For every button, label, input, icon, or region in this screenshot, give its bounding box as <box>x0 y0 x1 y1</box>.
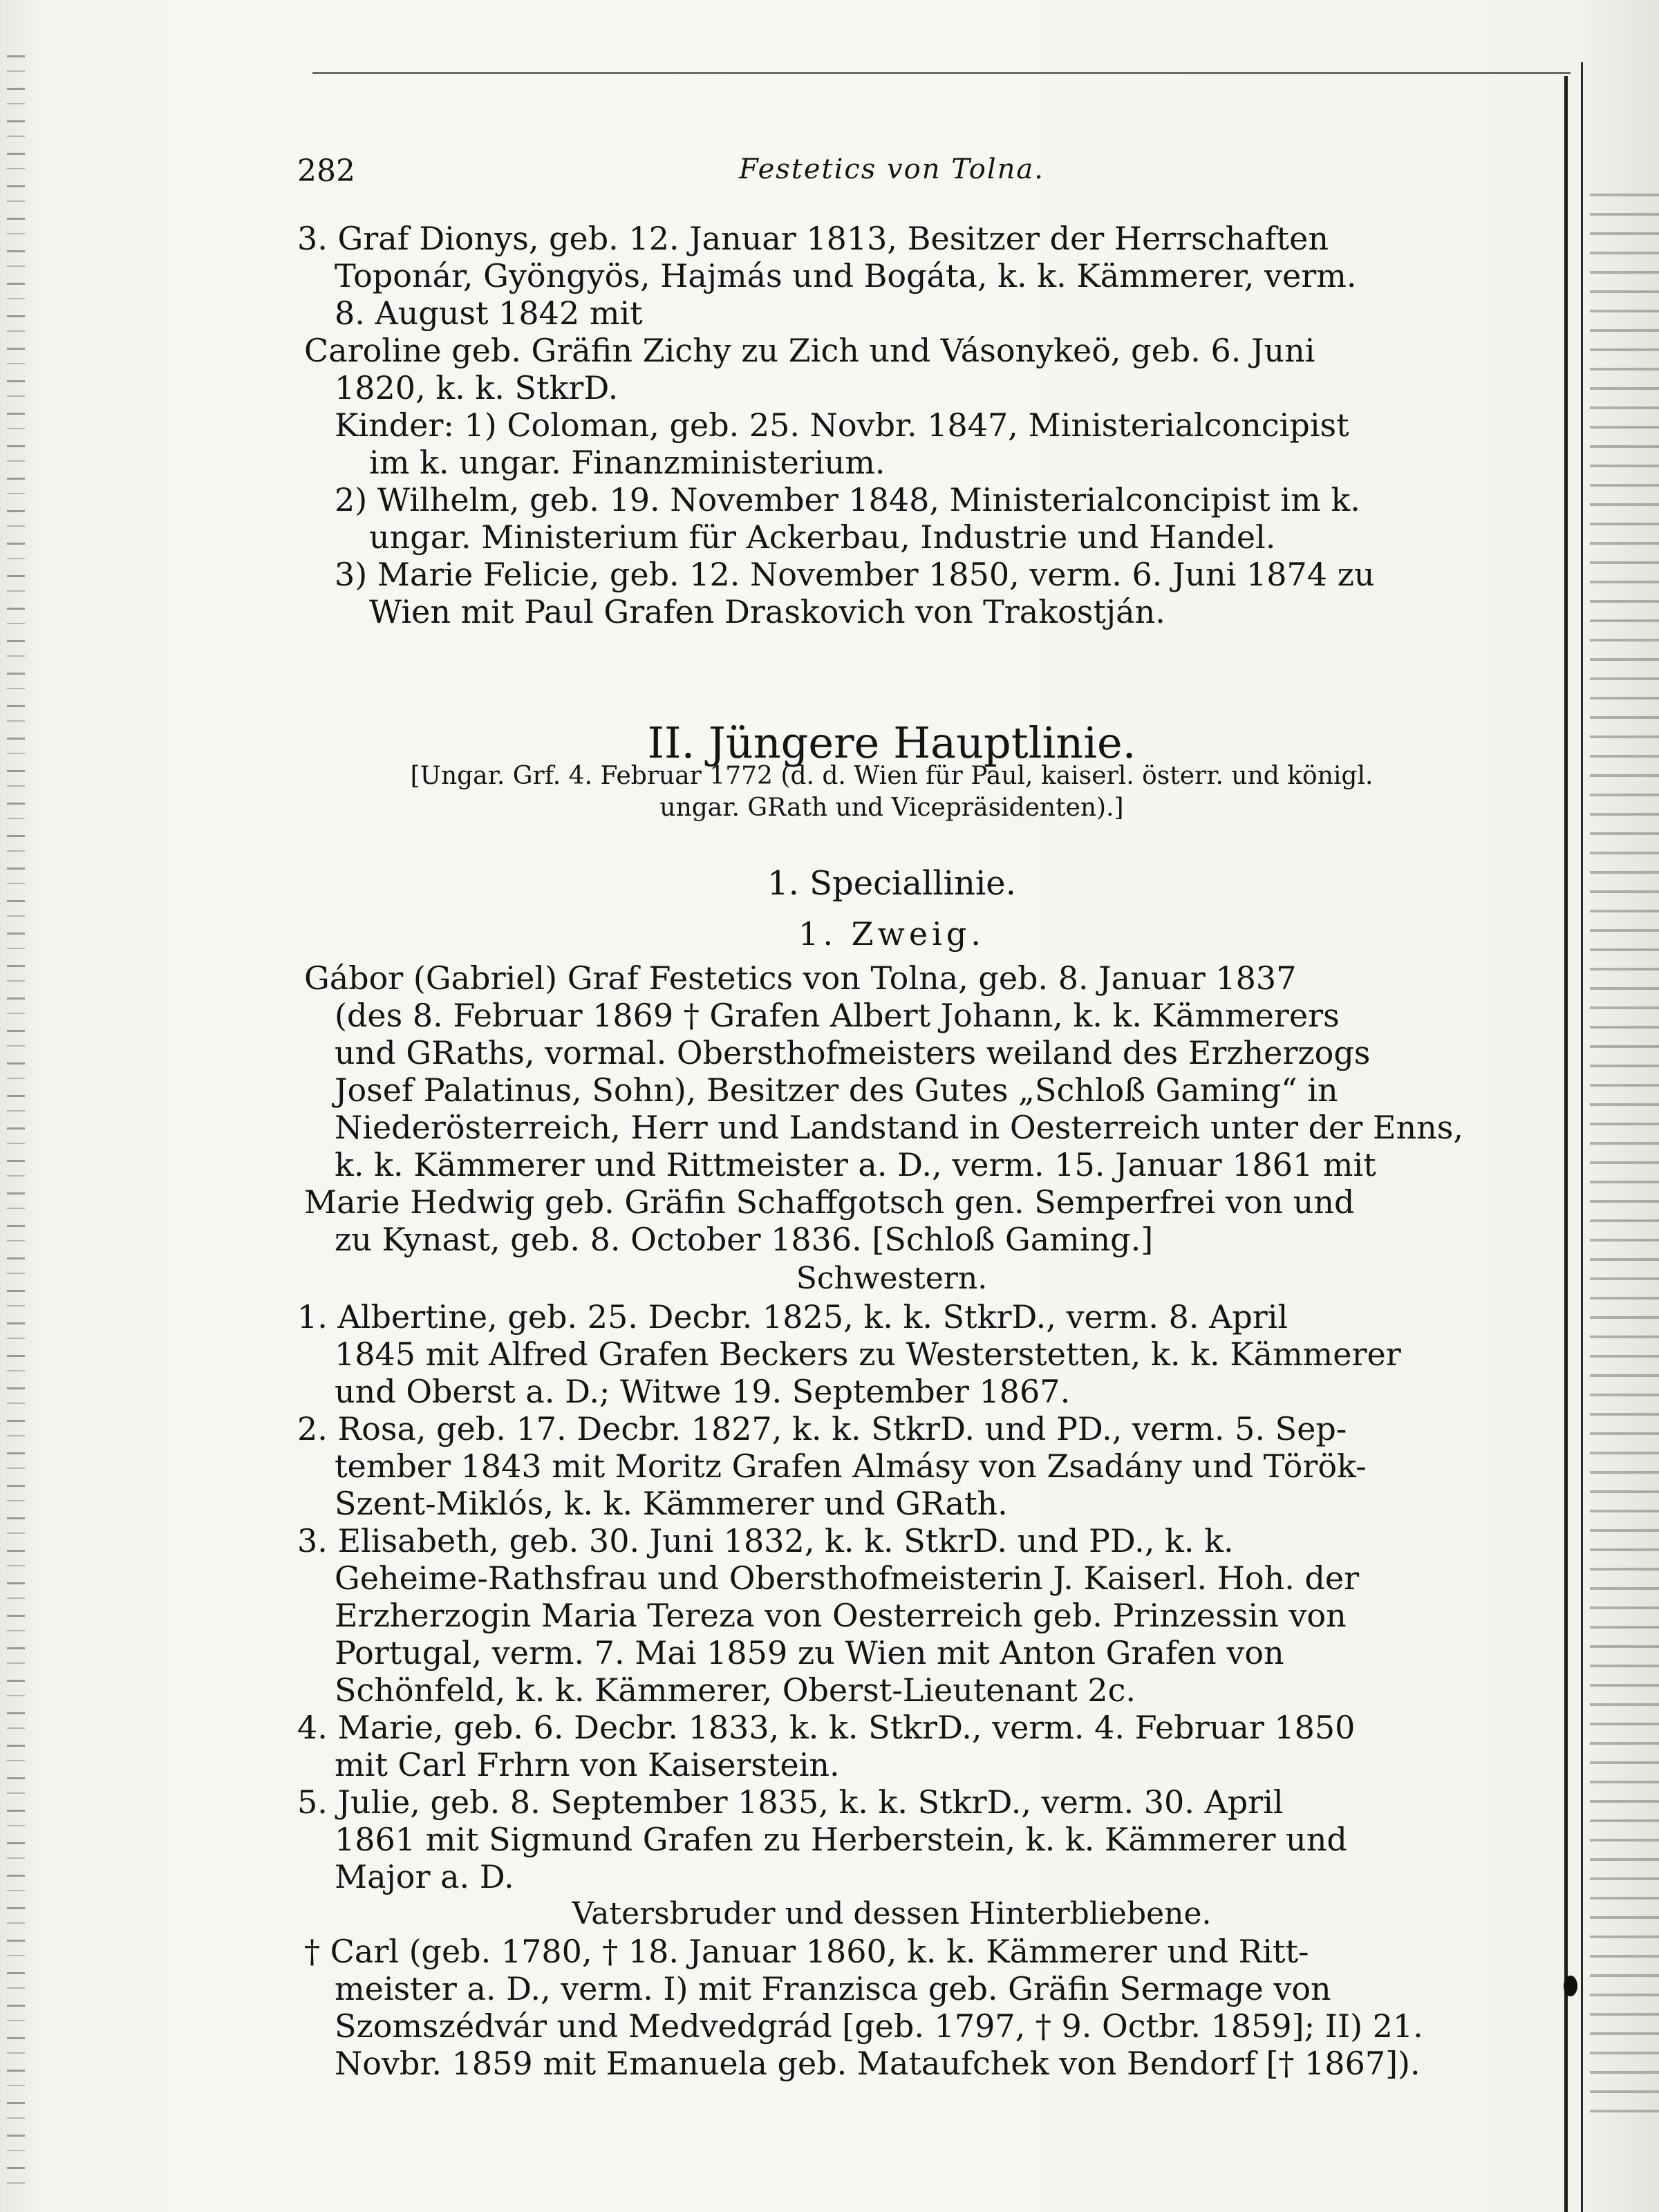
section-note-line: [Ungar. Grf. 4. Februar 1772 (d. d. Wien für Paul, kaiserl. österr. und königl. <box>410 762 1374 790</box>
text-line: Gábor (Gabriel) Graf Festetics von Tolna, geb. 8. Januar 1837 <box>304 959 1297 997</box>
text-line: (des 8. Februar 1869 † Grafen Albert Johann, k. k. Kämmerers <box>335 997 1340 1034</box>
text-line: tember 1843 mit Moritz Grafen Almásy von Zsadány und Török- <box>335 1447 1367 1485</box>
text-line: 3) Marie Felicie, geb. 12. November 1850, verm. 6. Juni 1874 zu <box>335 556 1375 593</box>
text-line: Caroline geb. Gräfin Zichy zu Zich und Vásonykeö, geb. 6. Juni <box>304 332 1315 369</box>
text-line: Major a. D. <box>335 1858 514 1895</box>
section-note-line: ungar. GRath und Vicepräsidenten).] <box>659 794 1124 822</box>
text-line: Schönfeld, k. k. Kämmerer, Oberst-Lieutenant 2c. <box>335 1671 1136 1709</box>
text-line: 5. Julie, geb. 8. September 1835, k. k. StkrD., verm. 30. April <box>297 1783 1284 1821</box>
text-line: k. k. Kämmerer und Rittmeister a. D., verm. 15. Januar 1861 mit <box>335 1146 1376 1183</box>
top-rule <box>312 72 1571 74</box>
text-line: Geheime-Rathsfrau und Obersthofmeisterin J. Kaiserl. Hoh. der <box>335 1559 1360 1597</box>
text-line: mit Carl Frhrn von Kaiserstein. <box>335 1746 840 1783</box>
sisters-heading: Schwestern. <box>796 1261 988 1296</box>
running-head: Festetics von Tolna. <box>739 153 1044 185</box>
facing-page-bleed <box>1590 194 1659 2129</box>
text-line: meister a. D., verm. I) mit Franzisca geb. Gräfin Sermage von <box>335 1970 1331 2007</box>
entry-dionys <box>297 220 1486 630</box>
page-header <box>297 153 1486 195</box>
text-line: Wien mit Paul Grafen Draskovich von Trakostján. <box>369 593 1165 630</box>
page-number: 282 <box>297 153 355 189</box>
text-line: Novbr. 1859 mit Emanuela geb. Mataufchek von Bendorf [† 1867]). <box>335 2045 1421 2082</box>
text-line: zu Kynast, geb. 8. October 1836. [Schloß Gaming.] <box>335 1221 1154 1258</box>
ink-blot <box>1564 1976 1577 1996</box>
entry-carl <box>297 1933 1486 2082</box>
entry-sisters <box>297 1298 1486 1895</box>
section-note <box>297 760 1486 824</box>
text-line: Portugal, verm. 7. Mai 1859 zu Wien mit Anton Grafen von <box>335 1634 1284 1671</box>
text-line: Szomszédvár und Medvedgrád [geb. 1797, † 9. Octbr. 1859]; II) 21. <box>335 2007 1423 2045</box>
gutter-rule-outer <box>1581 62 1583 2212</box>
text-line: Szent-Miklós, k. k. Kämmerer und GRath. <box>335 1485 1008 1522</box>
text-line: Josef Palatinus, Sohn), Besitzer des Gutes „Schloß Gaming“ in <box>335 1071 1338 1109</box>
text-line: 8. August 1842 mit <box>335 294 643 332</box>
text-line: 4. Marie, geb. 6. Decbr. 1833, k. k. StkrD., verm. 4. Februar 1850 <box>297 1709 1356 1746</box>
section-title: II. Jüngere Hauptlinie. <box>647 718 1136 768</box>
text-line: 3. Elisabeth, geb. 30. Juni 1832, k. k. StkrD. und PD., k. k. <box>297 1522 1234 1559</box>
text-line: und Oberst a. D.; Witwe 19. September 1867. <box>335 1373 1071 1410</box>
binding-edge <box>7 55 25 2198</box>
text-line: 3. Graf Dionys, geb. 12. Januar 1813, Besitzer der Herrschaften <box>297 220 1329 257</box>
uncle-heading: Vatersbruder und dessen Hinterbliebene. <box>572 1896 1212 1931</box>
text-line: Erzherzogin Maria Tereza von Oesterreich geb. Prinzessin von <box>335 1597 1347 1634</box>
text-line: 1820, k. k. StkrD. <box>335 369 619 406</box>
text-line: † Carl (geb. 1780, † 18. Januar 1860, k. k. Kämmerer und Ritt- <box>304 1933 1309 1970</box>
subsection-title: 1. Speciallinie. <box>767 864 1016 903</box>
text-line: Toponár, Gyöngyös, Hajmás und Bogáta, k. k. Kämmerer, verm. <box>335 257 1357 294</box>
text-line: im k. ungar. Finanzministerium. <box>369 444 885 481</box>
text-line: 2) Wilhelm, geb. 19. November 1848, Ministerialconcipist im k. <box>335 481 1360 518</box>
branch-title: 1. Zweig. <box>798 915 985 953</box>
text-line: 1861 mit Sigmund Grafen zu Herberstein, k. k. Kämmerer und <box>335 1821 1347 1858</box>
entry-gabor <box>297 959 1486 1258</box>
gutter-rule <box>1564 76 1568 2212</box>
text-line: Marie Hedwig geb. Gräfin Schaffgotsch gen. Semperfrei von und <box>304 1183 1355 1221</box>
text-line: ungar. Ministerium für Ackerbau, Industrie und Handel. <box>369 518 1276 556</box>
text-line: 2. Rosa, geb. 17. Decbr. 1827, k. k. StkrD. und PD., verm. 5. Sep- <box>297 1410 1347 1447</box>
text-line: Kinder: 1) Coloman, geb. 25. Novbr. 1847, Ministerialconcipist <box>335 406 1349 444</box>
text-line: Niederösterreich, Herr und Landstand in Oesterreich unter der Enns, <box>335 1109 1463 1146</box>
text-line: 1845 mit Alfred Grafen Beckers zu Westerstetten, k. k. Kämmerer <box>335 1335 1401 1373</box>
text-line: 1. Albertine, geb. 25. Decbr. 1825, k. k. StkrD., verm. 8. April <box>297 1298 1288 1335</box>
text-line: und GRaths, vormal. Obersthofmeisters weiland des Erzherzogs <box>335 1034 1371 1071</box>
